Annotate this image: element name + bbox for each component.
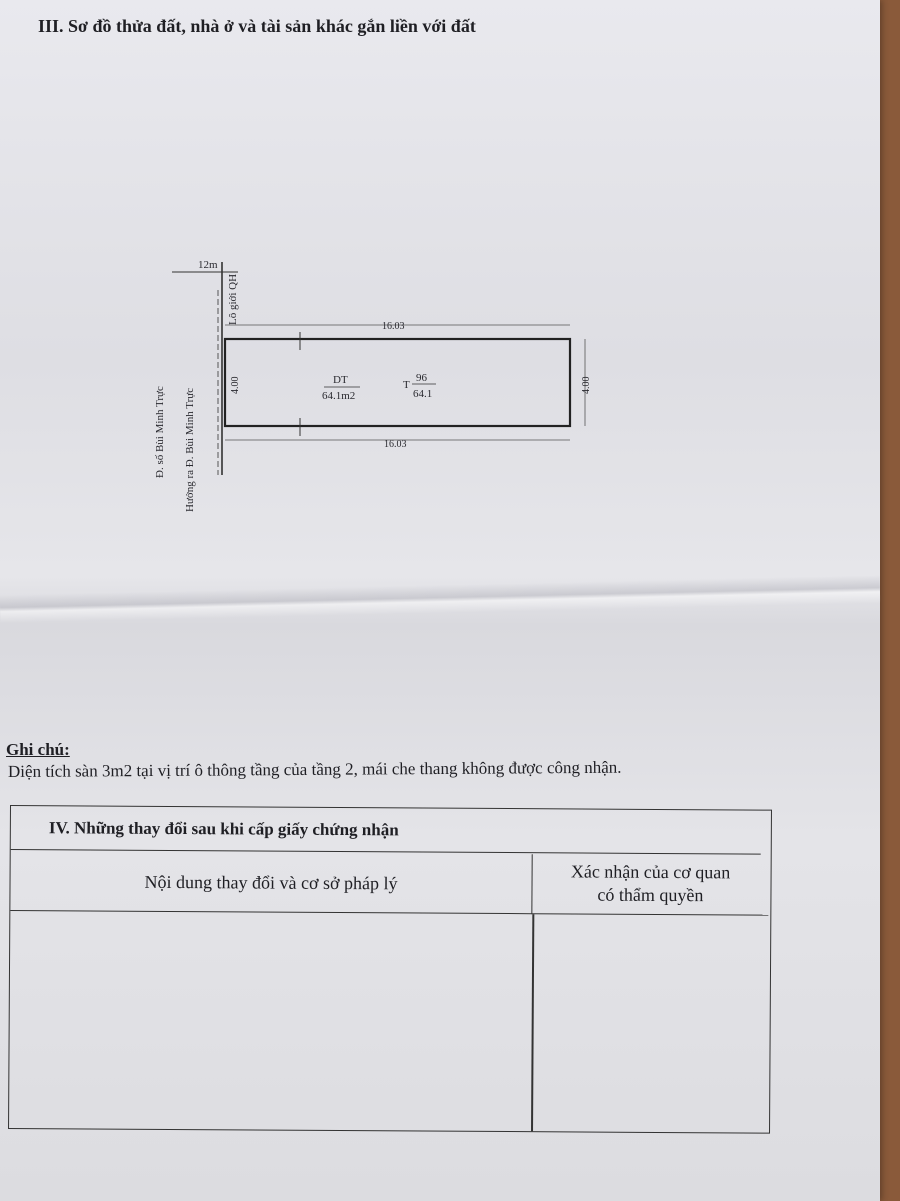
right-width-label: 4.00 [581, 376, 592, 394]
land-parcel-sketch [0, 0, 880, 600]
section-iv-title: IV. Những thay đổi sau khi cấp giấy chứng nhận [11, 806, 761, 855]
top-length-label: 16.03 [382, 321, 405, 332]
parcel-number: 96 [416, 372, 427, 384]
note-label: Ghi chú: [6, 740, 70, 759]
area-value: 64.1m2 [322, 390, 356, 402]
note-text: Diện tích sàn 3m2 tại vị trí ô thông tầng của tầng 2, mái che thang không được công nhận. [7, 757, 622, 781]
confirmation-header-line2: có thẩm quyền [597, 884, 704, 906]
confirmation-header-line1: Xác nhận của cơ quan [570, 861, 731, 883]
column-divider [531, 914, 534, 1131]
confirmation-column-header [532, 854, 768, 915]
left-width-label: 4.00 [230, 376, 241, 394]
content-column-header: Nội dung thay đổi và cơ sở pháp lý [10, 851, 532, 914]
area-label: DT [333, 374, 348, 386]
direction-label: Hướng ra Đ. Bùi Minh Trực [184, 387, 196, 512]
boundary-label: Lô giới QH [227, 273, 239, 325]
parcel-area: 64.1 [413, 388, 433, 400]
parcel-outline [225, 339, 570, 426]
changes-table [8, 805, 772, 1134]
bottom-length-label: 16.03 [384, 439, 407, 450]
section-iii-title: III. Sơ đồ thửa đất, nhà ở và tài sản khác gắn liền với đất [38, 16, 476, 36]
type-letter: T [403, 379, 410, 391]
road-width-label: 12m [198, 259, 218, 271]
road-name-label: Đ. số Bùi Minh Trực [154, 386, 166, 478]
